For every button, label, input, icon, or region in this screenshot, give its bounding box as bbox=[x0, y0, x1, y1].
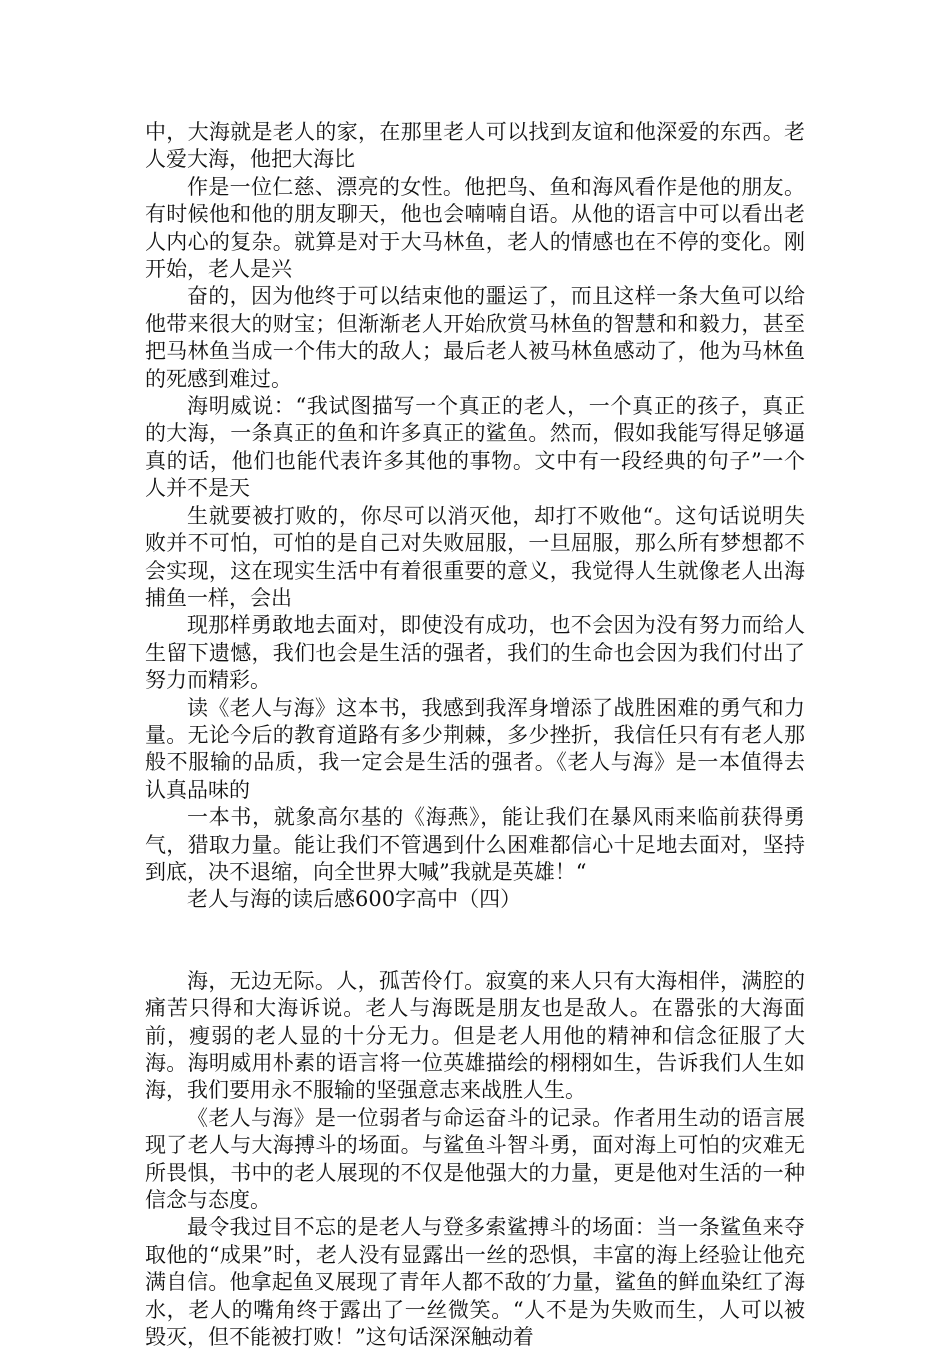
paragraph: 现那样勇敢地去面对，即使没有成功，也不会因为没有努力而给人生留下遗憾，我们也会是生活的强者，我们的生命也会因为我们付出了努力而精彩。 bbox=[145, 613, 805, 693]
document-page bbox=[145, 119, 805, 1351]
paragraph: 作是一位仁慈、漂亮的女性。他把鸟、鱼和海风看作是他的朋友。有时候他和他的朋友聊天，他也会喃喃自语。从他的语言中可以看出老人内心的复杂。就算是对于大马林鱼，老人的情感也在不停的变化。刚开始，老人是兴 bbox=[145, 174, 805, 282]
paragraph: 《老人与海》是一位弱者与命运奋斗的记录。作者用生动的语言展现了老人与大海搏斗的场面。与鲨鱼斗智斗勇，面对海上可怕的灾难无所畏惧，书中的老人展现的不仅是他强大的力量，更是他对生活的一种信念与态度。 bbox=[145, 1105, 805, 1213]
paragraph: 生就要被打败的，你尽可以消灭他，却打不败他“。这句话说明失败并不可怕，可怕的是自己对失败屈服，一旦屈服，那么所有梦想都不会实现，这在现实生活中有着很重要的意义，我觉得人生就像老人出海捕鱼一样，会出 bbox=[145, 503, 805, 610]
paragraph: 海，无边无际。人，孤苦伶仃。寂寞的来人只有大海相伴，满腔的痛苦只得和大海诉说。老人与海既是朋友也是敌人。在嚣张的大海面前，瘦弱的老人显的十分无力。但是老人用他的精神和信念征服了大海。海明威用朴素的语言将一位英雄描绘的栩栩如生，告诉我们人生如海，我们要用永不服输的坚强意志来战胜人生。 bbox=[145, 968, 805, 1103]
paragraph: 奋的，因为他终于可以结束他的噩运了，而且这样一条大鱼可以给他带来很大的财宝；但渐渐老人开始欣赏马林鱼的智慧和和毅力，甚至把马林鱼当成一个伟大的敌人；最后老人被马林鱼感动了，他为马林鱼的死感到难过。 bbox=[145, 284, 805, 391]
paragraph: 海明威说：“我试图描写一个真正的老人，一个真正的孩子，真正的大海，一条真正的鱼和许多真正的鲨鱼。然而，假如我能写得足够逼真的话，他们也能代表许多其他的事物。文中有一段经典的句子”一个人并不是天 bbox=[145, 394, 805, 501]
section-heading: 老人与海的读后感600字高中（四） bbox=[187, 887, 522, 912]
paragraph-continuation: 中，大海就是老人的家，在那里老人可以找到友谊和他深爱的东西。老人爱大海，他把大海比 bbox=[145, 120, 805, 172]
paragraph: 最令我过目不忘的是老人与登多索鲨搏斗的场面：当一条鲨鱼来夺取他的“成果”时，老人没有显露出一丝的恐惧，丰富的海上经验让他充满自信。他拿起鱼叉展现了青年人都不敌的′力量，鲨鱼的鲜血染红了海水，老人的嘴角终于露出了一丝微笑。“人不是为失败而生，人可以被毁灭，但不能被打败！”这句话深深触动着 bbox=[145, 1215, 805, 1350]
paragraph: 读《老人与海》这本书，我感到我浑身增添了战胜困难的勇气和力量。无论今后的教育道路有多少荆棘，多少挫折，我信任只有有老人那般不服输的品质，我一定会是生活的强者。《老人与海》是一本值得去认真品味的 bbox=[145, 695, 805, 802]
paragraph: 一本书，就象高尔基的《海燕》，能让我们在暴风雨来临前获得勇气，猎取力量。能让我们不管遇到什么困难都信心十足地去面对，坚持到底，决不退缩，向全世界大喊”我就是英雄！“ bbox=[145, 805, 805, 884]
section-spacer bbox=[145, 914, 805, 968]
